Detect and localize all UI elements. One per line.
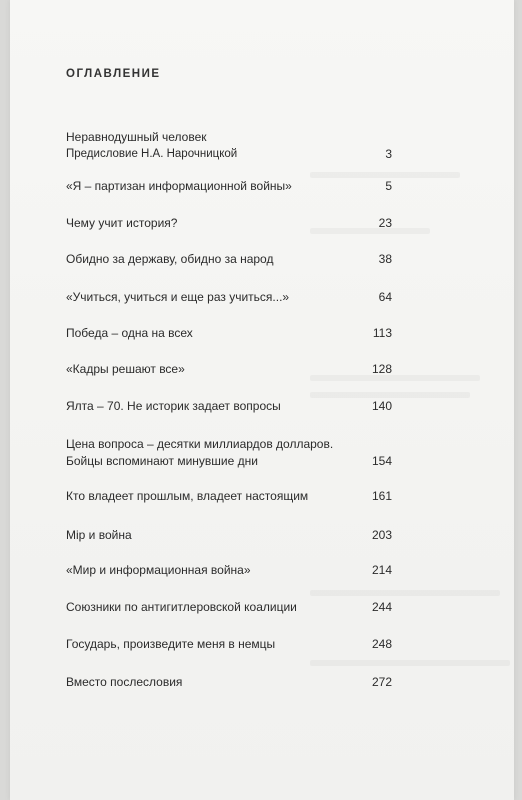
toc-entry-title: Неравнодушный человек xyxy=(66,130,207,144)
toc-entry-title: Цена вопроса – десятки миллиардов долларов. xyxy=(66,437,334,451)
toc-entry-page: 248 xyxy=(371,637,392,651)
toc-entry-page: 161 xyxy=(371,489,392,503)
toc-entry-page: 3 xyxy=(385,147,392,161)
toc-entry-page: 128 xyxy=(371,362,392,376)
toc-entry xyxy=(66,129,392,163)
bleed-through-mark xyxy=(310,590,500,596)
toc-entry xyxy=(66,251,392,268)
toc-entry-page: 23 xyxy=(378,216,392,230)
toc-entry-title: Вместо послесловия xyxy=(66,675,183,689)
toc-entry-title: Чему учит история? xyxy=(66,216,178,230)
toc-entry-title: «Я – партизан информационной войны» xyxy=(66,179,292,193)
toc-entry-page: 64 xyxy=(378,290,392,304)
toc-entry xyxy=(66,674,392,691)
toc-entry-title: «Мир и информационная война» xyxy=(66,563,251,577)
toc-entry xyxy=(66,488,392,505)
toc-entry xyxy=(66,599,392,616)
toc-entry-title: Обидно за державу, обидно за народ xyxy=(66,252,274,266)
toc-entry-title: «Кадры решают все» xyxy=(66,362,185,376)
toc-entry xyxy=(66,436,392,470)
toc-entry-page: 140 xyxy=(371,399,392,413)
toc-entry-page: 272 xyxy=(371,675,392,689)
toc-entry-title: Государь, произведите меня в немцы xyxy=(66,637,276,651)
toc-entry-subtitle: Предисловие Н.А. Нарочницкой xyxy=(66,148,238,160)
toc-entry-page: 5 xyxy=(385,179,392,193)
toc-entry xyxy=(66,361,392,378)
toc-entry-title: Кто владеет прошлым, владеет настоящим xyxy=(66,489,309,503)
toc-entry-page: 38 xyxy=(378,252,392,266)
bleed-through-mark xyxy=(310,660,510,666)
toc-entry-title: Победа – одна на всех xyxy=(66,326,193,340)
book-page xyxy=(10,0,514,800)
toc-heading: ОГЛАВЛЕНИЕ xyxy=(66,68,161,80)
toc-entry-page: 154 xyxy=(371,454,392,468)
toc-entry xyxy=(66,562,392,579)
toc-entry xyxy=(66,178,392,195)
toc-entry-title: Союзники по антигитлеровской коалиции xyxy=(66,600,297,614)
toc-entry-page: 113 xyxy=(372,326,392,340)
toc-entry-title: «Учиться, учиться и еще раз учиться...» xyxy=(66,290,290,304)
toc-entry xyxy=(66,636,392,653)
toc-entry xyxy=(66,289,392,306)
toc-entry-page: 244 xyxy=(371,600,392,614)
toc-entry-subtitle: Бойцы вспоминают минувшие дни xyxy=(66,454,258,468)
toc-entry-title: Ялта – 70. Не историк задает вопросы xyxy=(66,399,281,413)
toc-entry xyxy=(66,215,392,232)
toc-entry xyxy=(66,325,392,342)
toc-entry-title: Мiр и война xyxy=(66,528,132,542)
toc-entry xyxy=(66,527,392,544)
toc-entry-page: 203 xyxy=(371,528,392,542)
toc-entry-page: 214 xyxy=(371,563,392,577)
toc-entry xyxy=(66,398,392,415)
